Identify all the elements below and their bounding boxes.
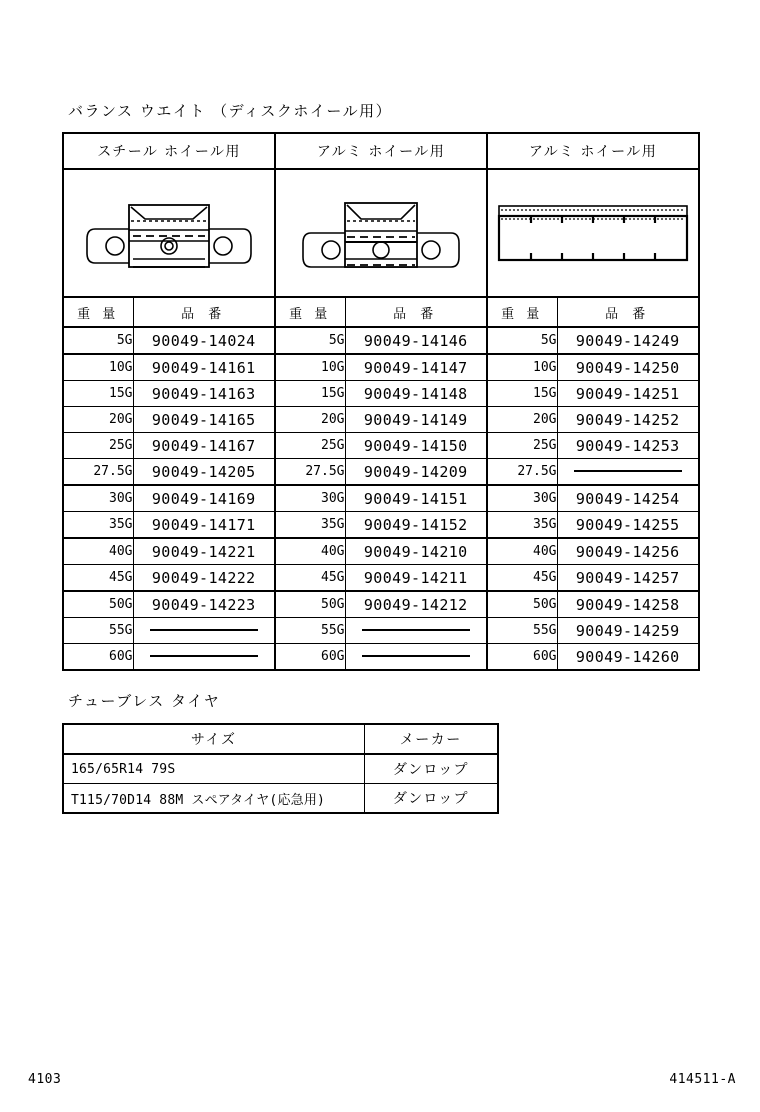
table-row (63, 433, 699, 459)
part-number-cell-aluminum-clip: 90049-14149 (345, 407, 487, 433)
weight-cell-steel: 50G (63, 591, 133, 618)
illustration-cell-steel (63, 169, 275, 297)
weight-cell-steel: 45G (63, 565, 133, 592)
part-number-cell-steel: 90049-14161 (133, 354, 275, 381)
weight-cell-aluminum-tape: 45G (487, 565, 557, 592)
illustration-row (63, 169, 699, 297)
weight-cell-aluminum-tape: 27.5G (487, 459, 557, 486)
part-number-cell-aluminum-tape: 90049-14258 (557, 591, 699, 618)
weight-cell-aluminum-clip: 20G (275, 407, 345, 433)
part-number-cell-steel: 90049-14205 (133, 459, 275, 486)
part-number-cell-steel: 90049-14163 (133, 381, 275, 407)
weight-cell-aluminum-tape: 10G (487, 354, 557, 381)
not-applicable-dash (574, 470, 682, 472)
balance-weight-section-caption: バランス ウエイト （ディスクホイール用） (68, 102, 393, 120)
tire-maker-cell: ダンロップ (364, 784, 498, 814)
group-header-aluminum-tape: アルミ ホイール用 (487, 133, 699, 169)
table-row (63, 565, 699, 592)
tire-header-row (63, 724, 498, 754)
part-number-cell-aluminum-clip: 90049-14210 (345, 538, 487, 565)
table-row (63, 644, 699, 671)
table-row (63, 354, 699, 381)
part-number-cell-steel: 90049-14024 (133, 327, 275, 354)
part-number-cell-aluminum-tape: 90049-14249 (557, 327, 699, 354)
weight-cell-aluminum-clip: 35G (275, 512, 345, 539)
part-number-cell-aluminum-tape: 90049-14250 (557, 354, 699, 381)
group-header-row (63, 133, 699, 169)
part-number-cell-steel: 90049-14165 (133, 407, 275, 433)
part-number-cell-aluminum-tape: 90049-14254 (557, 485, 699, 512)
part-number-cell-aluminum-tape: 90049-14253 (557, 433, 699, 459)
part-number-cell-steel (133, 644, 275, 671)
table-row (63, 618, 699, 644)
group-header-steel: スチール ホイール用 (63, 133, 275, 169)
part-number-cell-aluminum-tape: 90049-14256 (557, 538, 699, 565)
weight-cell-aluminum-clip: 25G (275, 433, 345, 459)
tire-size-cell: 165/65R14 79S (63, 754, 364, 784)
footer-document-code: 414511-A (669, 1072, 736, 1087)
weight-cell-aluminum-tape: 25G (487, 433, 557, 459)
weight-cell-steel: 30G (63, 485, 133, 512)
illustration-cell-aluminum-tape (487, 169, 699, 297)
part-number-cell-aluminum-clip: 90049-14209 (345, 459, 487, 486)
part-number-cell-aluminum-clip (345, 644, 487, 671)
table-row (63, 485, 699, 512)
weight-cell-steel: 15G (63, 381, 133, 407)
part-number-cell-aluminum-tape: 90049-14260 (557, 644, 699, 671)
part-number-cell-aluminum-clip: 90049-14146 (345, 327, 487, 354)
footer-page-code: 4103 (28, 1072, 62, 1087)
tire-header-size: サイズ (63, 724, 364, 754)
part-number-cell-aluminum-tape: 90049-14251 (557, 381, 699, 407)
weight-cell-aluminum-tape: 55G (487, 618, 557, 644)
weight-cell-steel: 25G (63, 433, 133, 459)
balance-weight-table (62, 132, 700, 671)
clip-on-balance-weight-steel-icon (83, 183, 255, 279)
subheader-partnumber-steel: 品 番 (133, 297, 275, 327)
tire-table (62, 723, 499, 814)
sub-header-row (63, 297, 699, 327)
part-number-cell-aluminum-tape: 90049-14255 (557, 512, 699, 539)
weight-cell-aluminum-tape: 5G (487, 327, 557, 354)
subheader-partnumber-aluminum-clip: 品 番 (345, 297, 487, 327)
part-number-cell-steel: 90049-14221 (133, 538, 275, 565)
table-row (63, 591, 699, 618)
weight-cell-aluminum-clip: 5G (275, 327, 345, 354)
not-applicable-dash (362, 629, 470, 631)
tire-size-cell: T115/70D14 88M スペアタイヤ(応急用) (63, 784, 364, 814)
clip-on-balance-weight-aluminum-icon (295, 183, 467, 279)
subheader-partnumber-aluminum-tape: 品 番 (557, 297, 699, 327)
part-number-cell-steel: 90049-14223 (133, 591, 275, 618)
weight-cell-aluminum-tape: 20G (487, 407, 557, 433)
table-row (63, 754, 498, 784)
part-number-cell-aluminum-tape: 90049-14252 (557, 407, 699, 433)
part-number-cell-aluminum-clip (345, 618, 487, 644)
adhesive-strip-balance-weight-icon (495, 192, 691, 270)
weight-cell-aluminum-clip: 40G (275, 538, 345, 565)
tire-header-maker: メーカー (364, 724, 498, 754)
balance-weight-rows (63, 327, 699, 670)
not-applicable-dash (150, 629, 258, 631)
weight-cell-steel: 60G (63, 644, 133, 671)
part-number-cell-aluminum-clip: 90049-14148 (345, 381, 487, 407)
part-number-cell-steel (133, 618, 275, 644)
weight-cell-aluminum-tape: 60G (487, 644, 557, 671)
weight-cell-steel: 27.5G (63, 459, 133, 486)
table-row (63, 459, 699, 486)
part-number-cell-aluminum-clip: 90049-14211 (345, 565, 487, 592)
not-applicable-dash (362, 655, 470, 657)
tire-maker-cell: ダンロップ (364, 754, 498, 784)
group-header-aluminum-clip: アルミ ホイール用 (275, 133, 487, 169)
part-number-cell-aluminum-clip: 90049-14152 (345, 512, 487, 539)
table-row (63, 327, 699, 354)
weight-cell-aluminum-tape: 15G (487, 381, 557, 407)
part-number-cell-aluminum-tape (557, 459, 699, 486)
weight-cell-aluminum-clip: 60G (275, 644, 345, 671)
weight-cell-steel: 55G (63, 618, 133, 644)
part-number-cell-aluminum-tape: 90049-14259 (557, 618, 699, 644)
part-number-cell-aluminum-clip: 90049-14212 (345, 591, 487, 618)
subheader-weight-aluminum-clip: 重 量 (275, 297, 345, 327)
part-number-cell-aluminum-clip: 90049-14147 (345, 354, 487, 381)
part-number-cell-steel: 90049-14167 (133, 433, 275, 459)
not-applicable-dash (150, 655, 258, 657)
weight-cell-aluminum-clip: 15G (275, 381, 345, 407)
weight-cell-aluminum-clip: 10G (275, 354, 345, 381)
part-number-cell-aluminum-tape: 90049-14257 (557, 565, 699, 592)
weight-cell-steel: 20G (63, 407, 133, 433)
weight-cell-aluminum-clip: 30G (275, 485, 345, 512)
weight-cell-aluminum-tape: 30G (487, 485, 557, 512)
weight-cell-aluminum-clip: 45G (275, 565, 345, 592)
table-row (63, 538, 699, 565)
weight-cell-aluminum-clip: 55G (275, 618, 345, 644)
part-number-cell-aluminum-clip: 90049-14151 (345, 485, 487, 512)
illustration-cell-aluminum-clip (275, 169, 487, 297)
weight-cell-steel: 40G (63, 538, 133, 565)
weight-cell-steel: 10G (63, 354, 133, 381)
weight-cell-aluminum-tape: 40G (487, 538, 557, 565)
table-row (63, 381, 699, 407)
subheader-weight-aluminum-tape: 重 量 (487, 297, 557, 327)
weight-cell-steel: 5G (63, 327, 133, 354)
weight-cell-steel: 35G (63, 512, 133, 539)
part-number-cell-steel: 90049-14169 (133, 485, 275, 512)
tire-section-caption: チューブレス タイヤ (68, 692, 221, 710)
subheader-weight-steel: 重 量 (63, 297, 133, 327)
weight-cell-aluminum-clip: 50G (275, 591, 345, 618)
weight-cell-aluminum-clip: 27.5G (275, 459, 345, 486)
part-number-cell-steel: 90049-14171 (133, 512, 275, 539)
tire-rows (63, 754, 498, 813)
table-row (63, 784, 498, 814)
part-number-cell-aluminum-clip: 90049-14150 (345, 433, 487, 459)
table-row (63, 512, 699, 539)
table-row (63, 407, 699, 433)
weight-cell-aluminum-tape: 35G (487, 512, 557, 539)
weight-cell-aluminum-tape: 50G (487, 591, 557, 618)
part-number-cell-steel: 90049-14222 (133, 565, 275, 592)
